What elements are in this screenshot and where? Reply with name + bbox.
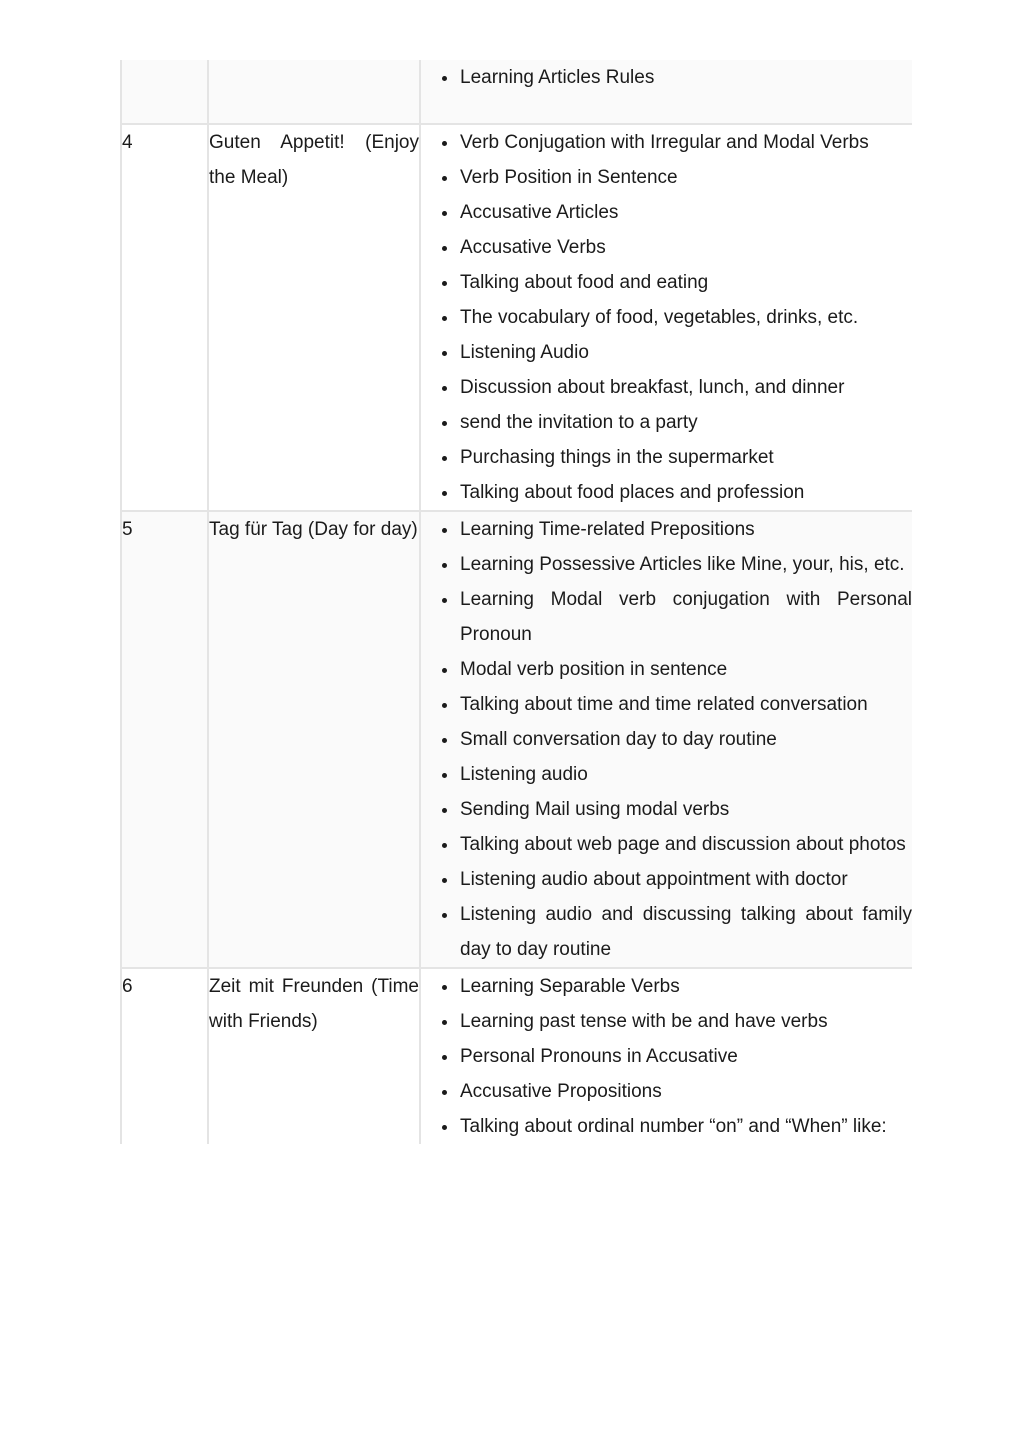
list-item: • Accusative Articles (459, 195, 912, 230)
list-item: • Learning Separable Verbs (459, 969, 912, 1004)
curriculum-page (120, 60, 912, 1375)
unit-number-cell (121, 60, 208, 124)
list-item: • Listening audio and discussing talking about family day to day routine (459, 897, 912, 967)
topics-cell (420, 511, 912, 968)
table-row (121, 124, 912, 511)
list-item: • Verb Position in Sentence (459, 160, 912, 195)
unit-title-cell (208, 60, 420, 124)
unit-number-cell: 4 (121, 124, 208, 511)
list-item: • Talking about web page and discussion about photos (459, 827, 912, 862)
unit-title-cell: Zeit mit Freunden (Time with Friends) (208, 968, 420, 1144)
unit-title-cell: Guten Appetit! (Enjoy the Meal) (208, 124, 420, 511)
list-item: • The vocabulary of food, vegetables, drinks, etc. (459, 300, 912, 335)
list-item: • Listening audio about appointment with doctor (459, 862, 912, 897)
topic-list (421, 60, 912, 95)
list-item: • Verb Conjugation with Irregular and Modal Verbs (459, 125, 912, 160)
list-item: • Talking about time and time related conversation (459, 687, 912, 722)
unit-number-cell: 5 (121, 511, 208, 968)
topic-list (421, 125, 912, 510)
topic-list (421, 969, 912, 1144)
list-item: • Talking about food places and profession (459, 475, 912, 510)
topics-cell (420, 968, 912, 1144)
curriculum-table (120, 60, 912, 1144)
list-item: • send the invitation to a party (459, 405, 912, 440)
list-item: • Purchasing things in the supermarket (459, 440, 912, 475)
list-item: • Learning Articles Rules (459, 60, 912, 95)
topics-cell (420, 124, 912, 511)
list-item: • Learning Possessive Articles like Mine, your, his, etc. (459, 547, 912, 582)
unit-title-cell: Tag für Tag (Day for day) (208, 511, 420, 968)
list-item: • Discussion about breakfast, lunch, and dinner (459, 370, 912, 405)
list-item: • Small conversation day to day routine (459, 722, 912, 757)
list-item: • Accusative Propositions (459, 1074, 912, 1109)
list-item: • Learning Time-related Prepositions (459, 512, 912, 547)
list-item: • Talking about food and eating (459, 265, 912, 300)
unit-number-cell: 6 (121, 968, 208, 1144)
list-item: • Learning past tense with be and have verbs (459, 1004, 912, 1039)
list-item: • Sending Mail using modal verbs (459, 792, 912, 827)
table-row (121, 511, 912, 968)
list-item: • Talking about ordinal number “on” and “When” like: (459, 1109, 912, 1144)
list-item: • Accusative Verbs (459, 230, 912, 265)
table-row (121, 60, 912, 124)
topics-cell (420, 60, 912, 124)
list-item: • Listening Audio (459, 335, 912, 370)
list-item: • Listening audio (459, 757, 912, 792)
list-item: • Personal Pronouns in Accusative (459, 1039, 912, 1074)
table-row (121, 968, 912, 1144)
list-item: • Modal verb position in sentence (459, 652, 912, 687)
list-item: • Learning Modal verb conjugation with Personal Pronoun (459, 582, 912, 652)
topic-list (421, 512, 912, 967)
